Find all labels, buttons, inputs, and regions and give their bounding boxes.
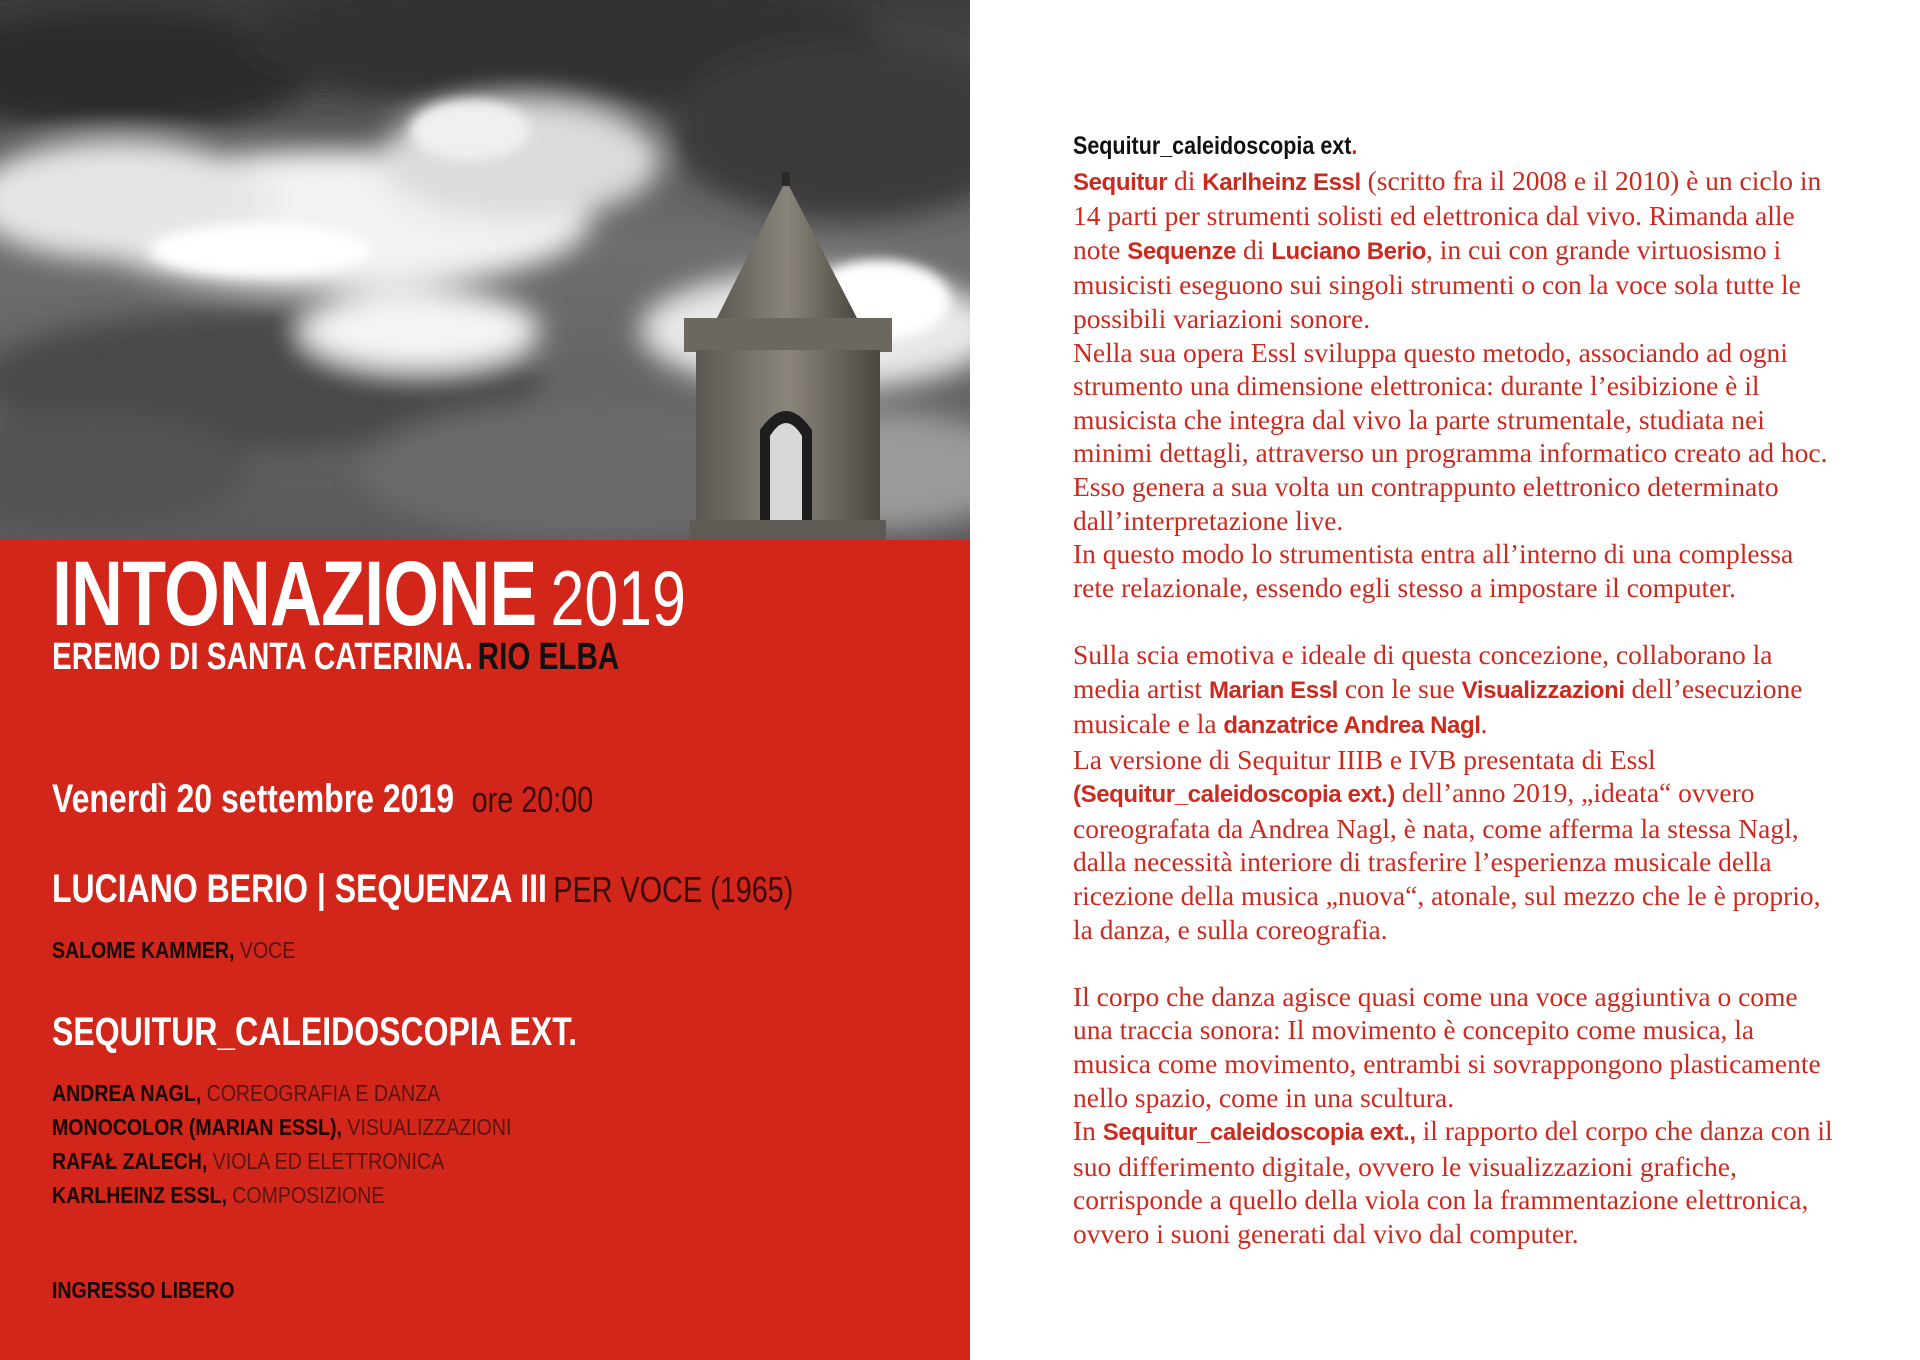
text: Sulla scia emotiva e ideale di questa concezione, collaborano la media artist: [1073, 638, 1773, 704]
text: di: [1167, 164, 1203, 196]
paragraph-collaboration: [1073, 638, 1833, 743]
highlight: danzatrice Andrea Nagl: [1223, 712, 1481, 740]
credit-name: SALOME KAMMER,: [52, 937, 235, 963]
highlight: Sequitur: [1073, 168, 1168, 196]
paragraph-body: Il corpo che danza agisce quasi come una voce aggiuntiva o come una traccia sonora: Il movimento è concepito come musica, la musica come movimento, entrambi si sovrappongono plasticamente nello spazio, come in una scultura.: [1073, 980, 1821, 1113]
paragraph-gap: [1073, 604, 1833, 638]
highlight: (Sequitur_caleidoscopia ext.): [1073, 781, 1395, 809]
highlight: Sequenze: [1127, 237, 1237, 265]
description-column: [1073, 128, 1833, 1251]
cloudy-sky-tower-image: [0, 0, 970, 540]
text: In: [1073, 1115, 1103, 1147]
highlight: Karlheinz Essl: [1202, 168, 1361, 196]
credit-role: VOCE: [239, 937, 296, 963]
event-date-line: [52, 777, 593, 822]
free-entry-note: INGRESSO LIBERO: [52, 1277, 235, 1303]
paragraph-gap: [1073, 946, 1833, 980]
credit-line: [52, 1080, 440, 1107]
paragraph-relation: [1073, 1114, 1833, 1250]
text: , in cui con grande virtuosismo i musicisti eseguono sui singoli strumenti o con la voce sola tutte le possibili variazioni sonore.: [1073, 233, 1801, 334]
bell-tower-photo: [0, 0, 970, 540]
program-item-berio: [52, 867, 793, 912]
text: (scritto fra il 2008 e il 2010) è un ciclo in 14 parti per strumenti solisti ed elettronica dal vivo. Rimanda alle note: [1073, 164, 1822, 265]
credit-role: VISUALIZZAZIONI: [347, 1114, 512, 1140]
credit-line: [52, 1182, 384, 1209]
paragraph-network: In questo modo lo strumentista entra all’interno di una complessa rete relazionale, essendo egli stesso a impostare il computer.: [1073, 538, 1794, 603]
festival-title: [52, 542, 686, 647]
highlight: Luciano Berio: [1271, 237, 1427, 265]
venue-line: [52, 636, 619, 679]
description-heading: [1073, 130, 1357, 164]
heading-text: Sequitur_caleidoscopia ext: [1073, 132, 1352, 160]
text: con le sue: [1337, 672, 1462, 704]
program-title: LUCIANO BERIO | SEQUENZA III: [52, 867, 547, 911]
credit-line: [52, 1114, 511, 1141]
text: dell’esecuzione musicale e la: [1073, 672, 1803, 740]
event-time: ore 20:00: [471, 779, 594, 820]
paragraph-version: [1073, 743, 1833, 947]
credit-role: COREOGRAFIA E DANZA: [206, 1080, 441, 1106]
paragraph-intro: [1073, 164, 1833, 336]
heading-dot: .: [1351, 132, 1358, 160]
festival-name: INTONAZIONE: [52, 543, 537, 645]
credit-role: COMPOSIZIONE: [232, 1182, 385, 1208]
program-title: SEQUITUR_CALEIDOSCOPIA EXT.: [52, 1010, 578, 1054]
text: il rapporto del corpo che danza con il suo differimento digitale, ovvero le visualizzazioni grafiche, corrisponde a quello della viola con la frammentazione elettronica, ovvero i suoni generati dal vivo dal computer.: [1073, 1115, 1833, 1249]
credit-role: VIOLA ED ELETTRONICA: [212, 1148, 445, 1174]
highlight: Sequitur_caleidoscopia ext.,: [1102, 1119, 1416, 1147]
credit-name: KARLHEINZ ESSL,: [52, 1182, 227, 1208]
program-item-sequitur: [52, 1010, 577, 1055]
text: dell’anno 2019, „ideata“ ovvero coreografata da Andrea Nagl, è nata, come afferma la stessa Nagl, dalla necessità interiore di trasferire l’esperienza musicale della ricezione della musica „nuova“, atonale, sul mezzo che le è proprio, la danza, e sulla coreografia.: [1073, 777, 1821, 945]
text: .: [1480, 708, 1488, 740]
festival-year: 2019: [550, 554, 686, 642]
credit-line: [52, 1148, 444, 1175]
text: di: [1236, 233, 1272, 265]
credit-name: RAFAŁ ZALECH,: [52, 1148, 208, 1174]
credit-name: MONOCOLOR (MARIAN ESSL),: [52, 1114, 342, 1140]
text: La versione di Sequitur IIIB e IVB presentata di Essl: [1073, 743, 1656, 775]
highlight: Marian Essl: [1208, 676, 1338, 704]
credit-name: ANDREA NAGL,: [52, 1080, 202, 1106]
highlight: Visualizzazioni: [1461, 676, 1625, 704]
event-date: Venerdì 20 settembre 2019: [52, 777, 455, 821]
credit-line: [52, 937, 295, 964]
venue-place: RIO ELBA: [477, 636, 620, 678]
venue-name: EREMO DI SANTA CATERINA.: [52, 636, 474, 678]
description-heading-line: [1073, 128, 1833, 164]
paragraph-method: Nella sua opera Essl sviluppa questo metodo, associando ad ogni strumento una dimensione elettronica: durante l’esibizione è il musicista che integra dal vivo la parte strumentale, studiata nei minimi dettagli, attraverso un programma informatico creato ad hoc. Esso genera a sua volta un contrappunto elettronico determinato dall’interpretazione live.: [1073, 336, 1828, 536]
program-subtitle: PER VOCE (1965): [553, 869, 794, 910]
